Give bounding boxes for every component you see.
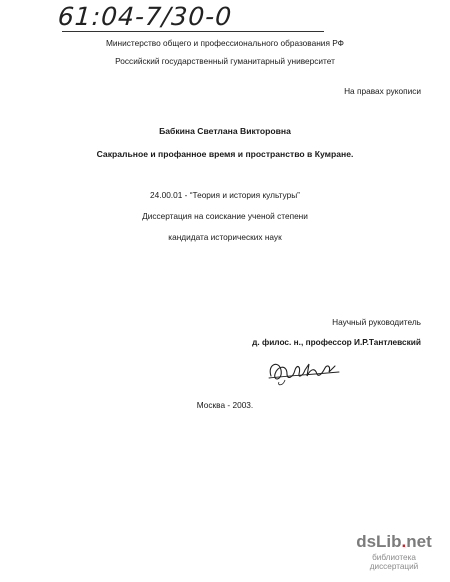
handwritten-underline <box>62 31 324 32</box>
dslib-subtitle: библиотека диссертаций <box>369 553 419 571</box>
signature <box>265 356 345 388</box>
place-year: Москва - 2003. <box>196 400 254 410</box>
specialty-line: 24.00.01 - “Теория и история культуры” <box>150 190 300 200</box>
degree-line-2: кандидата исторических наук <box>168 232 282 242</box>
supervisor-label: Научный руководитель <box>332 317 421 327</box>
ministry-line: Министерство общего и профессионального образования РФ <box>106 38 344 48</box>
dslib-watermark <box>350 532 438 571</box>
university-line: Российский государственный гуманитарный университет <box>115 56 335 66</box>
rights-note: На правах рукописи <box>344 86 421 96</box>
author-name: Бабкина Светлана Викторовна <box>159 126 291 136</box>
dslib-logo: dsLib.net <box>356 532 432 551</box>
handwritten-archive-code: 61:04-7/30-0 <box>56 2 234 31</box>
degree-line-1: Диссертация на соискание ученой степени <box>142 211 308 221</box>
dissertation-title: Сакральное и профанное время и пространство в Кумране. <box>96 149 354 159</box>
supervisor-name: д. филос. н., профессор И.Р.Тантлевский <box>252 337 421 347</box>
